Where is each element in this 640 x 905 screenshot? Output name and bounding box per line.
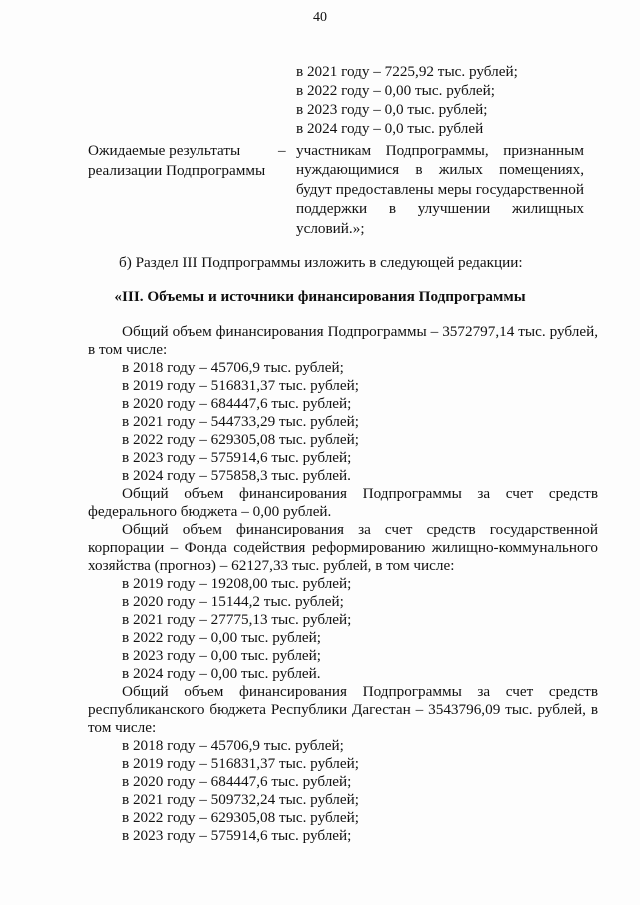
section-heading: «III. Объемы и источники финансирования Подпрограммы — [114, 288, 526, 305]
total-funding-block — [88, 323, 598, 845]
expected-results-label: Ожидаемые результаты реализации Подпрограммы — [88, 142, 266, 179]
list-item: в 2022 году – 0,00 тыс. рублей; — [122, 629, 322, 646]
list-item: в 2019 году – 516831,37 тыс. рублей; — [122, 377, 359, 394]
federal-funding-paragraph: Общий объем финансирования Подпрограммы за счет средств федерального бюджета – 0,00 рублей. — [88, 485, 598, 520]
list-item: в 2023 году – 575914,6 тыс. рублей; — [122, 449, 352, 466]
list-item: в 2020 году – 684447,6 тыс. рублей; — [122, 395, 352, 412]
list-item: в 2020 году – 15144,2 тыс. рублей; — [122, 593, 344, 610]
list-item: в 2022 году – 0,00 тыс. рублей; — [296, 82, 496, 99]
list-item: в 2021 году – 7225,92 тыс. рублей; — [296, 63, 518, 80]
list-item: в 2023 году – 0,0 тыс. рублей; — [296, 101, 488, 118]
republic-funding-intro: Общий объем финансирования Подпрограммы за счет средств республиканского бюджета Республики Дагестан – 3543796,09 тыс. рублей, в том числе: — [88, 683, 598, 736]
list-item: в 2018 году – 45706,9 тыс. рублей; — [122, 737, 344, 754]
funding-years-list-top — [296, 62, 518, 138]
list-item: в 2022 году – 629305,08 тыс. рублей; — [122, 431, 359, 448]
list-item: в 2021 году – 544733,29 тыс. рублей; — [122, 413, 359, 430]
list-item: в 2023 году – 0,00 тыс. рублей; — [122, 647, 322, 664]
list-item: в 2024 году – 0,0 тыс. рублей — [296, 120, 484, 137]
list-item: в 2021 году – 27775,13 тыс. рублей; — [122, 611, 352, 628]
expected-results-text: участникам Подпрограммы, признанным нуждающимися в жилых помещениях, будут предоставлены меры государственной поддержки в улучшении жилищных условий.»; — [296, 142, 584, 237]
expected-results-dash: – — [278, 142, 286, 159]
total-funding-intro: Общий объем финансирования Подпрограммы – 3572797,14 тыс. рублей, в том числе: — [88, 323, 598, 358]
list-item: в 2020 году – 684447,6 тыс. рублей; — [122, 773, 352, 790]
page-number: 40 — [313, 10, 327, 25]
list-item: в 2024 году – 575858,3 тыс. рублей. — [122, 467, 351, 484]
list-item: в 2024 году – 0,00 тыс. рублей. — [122, 665, 321, 682]
list-item: в 2022 году – 629305,08 тыс. рублей; — [122, 809, 359, 826]
list-item: в 2019 году – 19208,00 тыс. рублей; — [122, 575, 352, 592]
list-item: в 2023 году – 575914,6 тыс. рублей; — [122, 827, 352, 844]
list-item: в 2021 году – 509732,24 тыс. рублей; — [122, 791, 359, 808]
list-item: в 2019 году – 516831,37 тыс. рублей; — [122, 755, 359, 772]
fund-funding-intro: Общий объем финансирования за счет средств государственной корпорации – Фонда содействия реформированию жилищно-коммунального хозяйства (прогноз) – 62127,33 тыс. рублей, в том числе: — [88, 521, 598, 574]
section-b-instruction: б) Раздел III Подпрограммы изложить в следующей редакции: — [119, 254, 523, 271]
list-item: в 2018 году – 45706,9 тыс. рублей; — [122, 359, 344, 376]
